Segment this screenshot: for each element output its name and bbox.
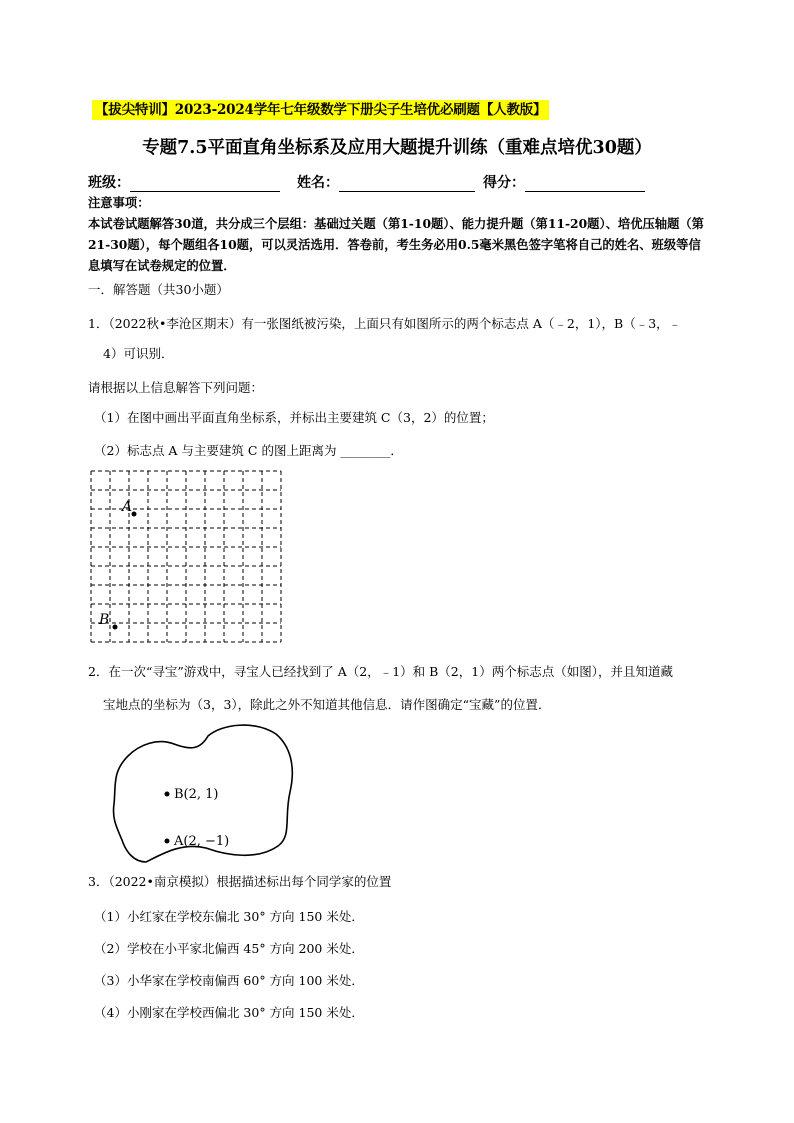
score-field	[483, 172, 645, 192]
q2-stained-map-figure	[110, 722, 306, 864]
name-field	[297, 172, 475, 192]
q3-item: （3）小华家在学校南偏西 60° 方向 100 米处．	[94, 973, 364, 988]
q2-line1: 2．在一次“寻宝”游戏中，寻宝人已经找到了 A（2，﹣1）和 B（2，1）两个标志点（如图），并且知道藏	[88, 664, 673, 679]
point-a-label: A(2, −1)	[174, 834, 230, 849]
name-label: 姓名：	[297, 175, 339, 191]
point-b-dot	[165, 792, 170, 797]
section-title: 一．解答题（共30小题）	[88, 282, 229, 297]
score-label: 得分：	[483, 175, 525, 191]
q3-item: （1）小红家在学校东偏北 30° 方向 150 米处．	[94, 909, 364, 924]
score-blank[interactable]	[525, 177, 645, 192]
name-blank[interactable]	[339, 177, 475, 192]
q1-part1: （1）在图中画出平面直角坐标系，并标出主要建筑 C（3，2）的位置；	[94, 410, 494, 425]
point-a-label: A	[122, 499, 133, 515]
notice-block	[88, 192, 708, 276]
class-label: 班级：	[88, 175, 130, 191]
point-b-label: B(2, 1)	[174, 787, 219, 802]
q3-item: （2）学校在小平家北偏西 45° 方向 200 米处．	[94, 941, 364, 956]
class-field	[88, 172, 280, 192]
q2-line2: 宝地点的坐标为（3，3），除此之外不知道其他信息．请作图确定“宝藏”的位置．	[103, 697, 551, 712]
q3-line1: 3．（2022•南京模拟）根据描述标出每个同学家的位置	[88, 874, 392, 889]
class-blank[interactable]	[130, 177, 280, 192]
q1-grid-figure	[86, 466, 286, 656]
notice-text: 本试卷试题解答30道，共分成三个层组：基础过关题（第1-10题）、能力提升题（第11-20题）、培优压轴题（第21-30题），每个题组各10题，可以灵活选用．答卷前，考生务必用0.5毫米黑色签字笔将自己的姓名、班级等信息填写在试卷规定的位置．	[88, 216, 704, 273]
point-a-dot	[165, 839, 170, 844]
q1-part2: （2）标志点 A 与主要建筑 C 的图上距离为 ________．	[94, 443, 403, 458]
q3-item: （4）小刚家在学校西偏北 30° 方向 150 米处．	[94, 1005, 364, 1020]
page-title: 专题7.5平面直角坐标系及应用大题提升训练（重难点培优30题）	[142, 138, 652, 158]
series-banner: 【拔尖特训】2023-2024学年七年级数学下册尖子生培优必刷题【人教版】	[92, 100, 549, 120]
q1-line2: 4）可识别．	[103, 346, 174, 361]
q1-line3: 请根据以上信息解答下列问题：	[88, 380, 264, 395]
point-a-dot	[132, 512, 137, 517]
notice-title: 注意事项：	[88, 195, 150, 210]
point-b-label: B	[99, 612, 110, 628]
q1-line1: 1．（2022秋•李沧区期末）有一张图纸被污染，上面只有如图所示的两个标志点 A（﹣2，1），B（﹣3，﹣	[88, 316, 682, 331]
dashed-grid	[91, 471, 281, 642]
point-b-dot	[113, 625, 118, 630]
